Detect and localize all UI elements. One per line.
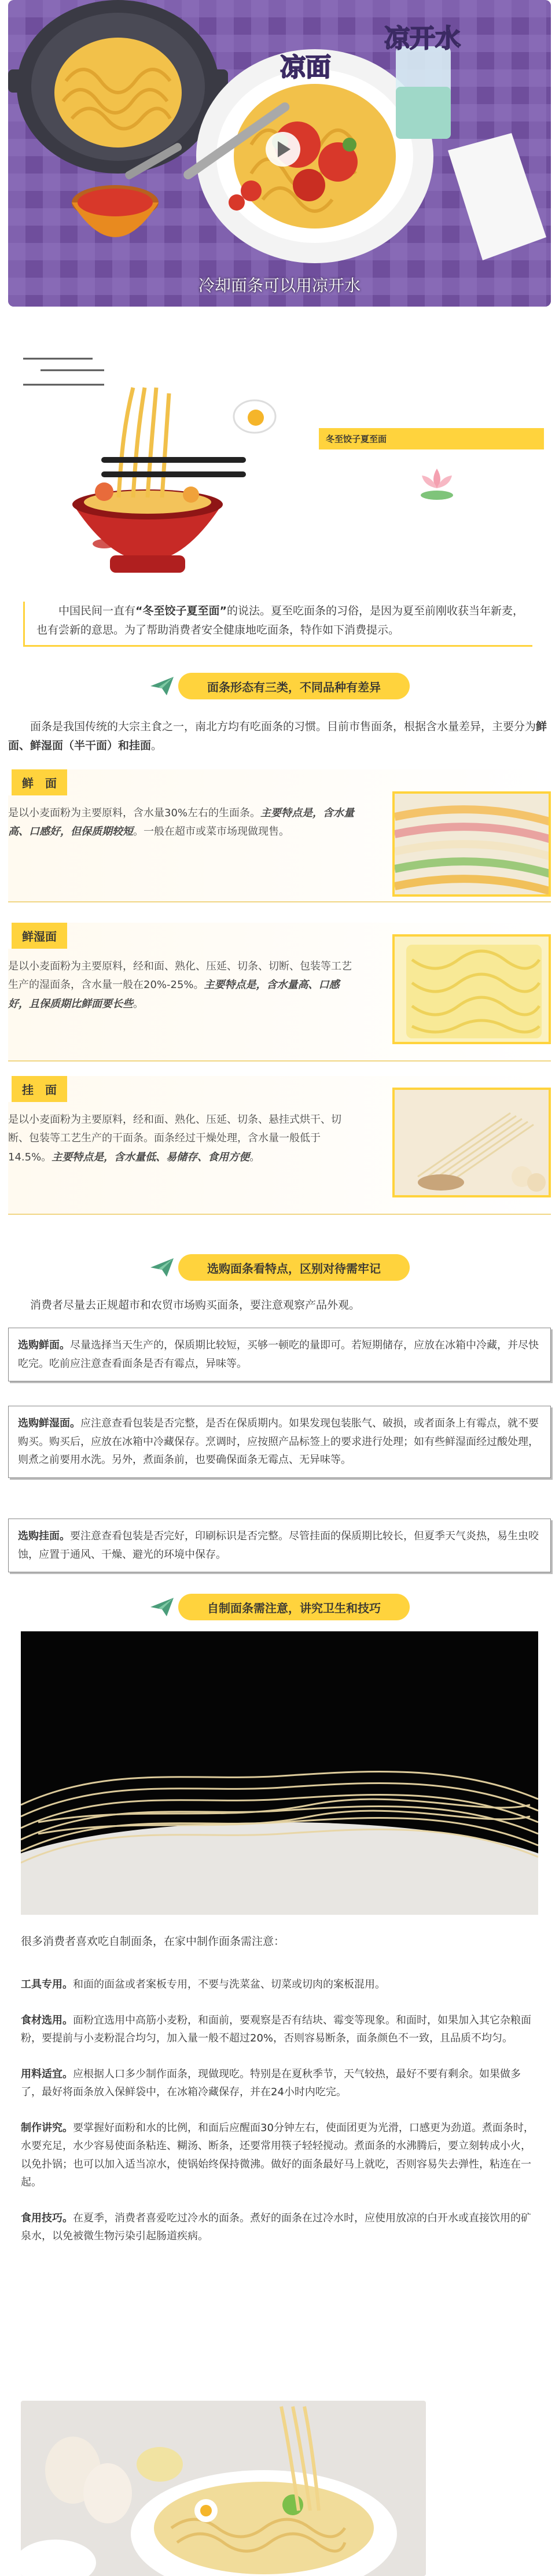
tip-box-dried-text: 要注意查看包装是否完好，印刷标识是否完整。尽管挂面的保质期比较长，但夏季天气炎热，易生虫咬蚀，应置于通风、干燥、避光的环境中保存。 — [18, 1530, 539, 1561]
type-desc-wet-post: 。 — [133, 997, 144, 1010]
type-tag-fresh: 鲜 面 — [8, 769, 67, 795]
para-making — [21, 2119, 538, 2192]
section3-paras — [21, 1976, 538, 2246]
type-desc-fresh-bold: 主要特点是，含水量高、口感好，但保质期较短 — [8, 807, 355, 838]
intro-text — [23, 602, 532, 647]
section2-header — [0, 1252, 559, 1283]
para-quantity-title: 用料适宜。 — [21, 2068, 73, 2080]
tip-box-wet — [8, 1406, 551, 1478]
para-eating-title: 食用技巧。 — [21, 2212, 73, 2224]
hero-label-water: 凉开水 — [384, 24, 461, 53]
section1-intro-post: 。 — [151, 739, 163, 753]
intro-text-pre: 中国民间一直有 — [58, 605, 136, 617]
type-desc-fresh — [8, 804, 355, 842]
paper-plane-icon — [149, 675, 175, 698]
section1-header — [0, 671, 559, 701]
type-desc-dried — [8, 1111, 355, 1167]
type-desc-fresh-post: 。一般在超市或菜市场现做现售。 — [133, 826, 289, 838]
para-ingredients-text: 面粉宜选用中高筋小麦粉，和面前，要观察是否有结块、霉变等现象。和面时，如果加入其它杂粮面粉，要提前与小麦粉混合均匀，加入量一般不超过20%，否则容易断条，面条颜色不一致，且品质不均匀。 — [21, 2014, 531, 2044]
section1-intro-bold: 鲜面、鲜湿面（半干面）和挂面 — [8, 720, 547, 753]
para-eating — [21, 2209, 538, 2246]
para-quantity-text: 应根据人口多少制作面条，现做现吃。特别是在夏秋季节，天气较热，最好不要有剩余。如果做多了，最好将面条放入保鲜袋中，在冰箱冷藏保存，并在24小时内吃完。 — [21, 2068, 521, 2098]
type-desc-wet-bold: 主要特点是，含水量高、口感好，且保质期比鲜面要长些 — [8, 979, 340, 1010]
tip-box-fresh — [8, 1328, 551, 1381]
type-desc-wet-pre: 是以小麦面粉为主要原料，经和面、熟化、压延、切条、切断、包装等工艺生产的湿面条，含水量一般在20%-25%。 — [8, 960, 352, 992]
divider — [8, 1214, 551, 1215]
para-making-text: 要掌握好面粉和水的比例，和面后应醒面30分钟左右，使面团更为光滑，口感更为劲道。煮面条时，水要充足，水少容易使面条粘连、糊汤、断条，还要常用筷子轻轻搅动。煮面条的水沸腾后，要立刻转成小火，以免扑锅；也可以加入适当凉水，使锅始终保持微沸。做好的面条最好马上就吃，否则容易失去弹性，粘连在一起。 — [21, 2121, 534, 2188]
para-tools-text: 和面的面盆或者案板专用，不要与洗菜盆、切菜或切肉的案板混用。 — [73, 1978, 385, 1991]
type-desc-wet — [8, 957, 355, 1014]
para-eating-text: 在夏季，消费者喜爱吃过冷水的面条。煮好的面条在过冷水时，应使用放凉的白开水或直接饮用的矿泉水，以免被微生物污染引起肠道疾病。 — [21, 2212, 531, 2242]
section3-intro: 很多消费者喜欢吃自制面条，在家中制作面条需注意： — [21, 1935, 285, 1948]
glass-icon — [396, 46, 451, 139]
intro-text-bold: “冬至饺子夏至面” — [135, 605, 227, 617]
type-desc-fresh-pre: 是以小麦面粉为主要原料，含水量30%左右的生面条。 — [8, 807, 261, 819]
tip-box-wet-title: 选购鲜湿面。 — [18, 1417, 80, 1429]
type-desc-dried-bold: 主要特点是，含水量低、易储存、食用方便 — [52, 1151, 250, 1163]
paper-plane-icon — [149, 1256, 175, 1279]
noodle-bowl-icon — [72, 388, 246, 573]
para-ingredients — [21, 2011, 538, 2048]
dried-noodle-photo — [392, 1088, 551, 1197]
noodle-bowl-artwork — [17, 353, 284, 596]
para-making-title: 制作讲究。 — [21, 2121, 73, 2134]
tip-box-dried-title: 选购挂面。 — [18, 1530, 70, 1542]
section1-intro-pre: 面条是我国传统的大宗主食之一，南北方均有吃面条的习惯。目前市售面条，根据含水量差异，主要分为 — [30, 720, 536, 733]
fresh-noodle-photo — [392, 791, 551, 897]
wet-noodle-photo — [392, 934, 551, 1044]
intro-text-post: 的说法。夏至吃面条的习俗，是因为夏至前刚收获当年新麦，也有尝新的意思。为了帮助消费者安全健康地吃面条，特作如下消费提示。 — [36, 605, 524, 637]
type-desc-dried-post: 。 — [249, 1151, 260, 1163]
intro-banner: 冬至饺子夏至面 — [315, 428, 544, 449]
hero-label-noodle: 凉面 — [280, 53, 331, 82]
divider — [8, 901, 551, 902]
tip-box-fresh-title: 选购鲜面。 — [18, 1339, 70, 1351]
paper-plane-icon — [149, 1595, 175, 1619]
tip-box-dried — [8, 1519, 551, 1572]
section1-intro — [8, 717, 551, 756]
type-tag-wet: 鲜湿面 — [8, 923, 67, 949]
type-card-dried — [8, 1076, 551, 1215]
play-icon — [266, 132, 300, 167]
intro-illustration — [17, 353, 284, 596]
type-card-fresh — [8, 769, 551, 902]
para-tools-title: 工具专用。 — [21, 1978, 73, 1991]
homemade-noodle-photo — [21, 1631, 538, 1915]
section3-header — [0, 1592, 559, 1622]
para-quantity — [21, 2065, 538, 2102]
divider — [8, 1060, 551, 1062]
hero-illustration — [8, 0, 551, 307]
tip-box-wet-text: 应注意查看包装是否完整，是否在保质期内。如果发现包装胀气、破损，或者面条上有霉点，就不要购买。购买后，应放在冰箱中冷藏保存。烹调时，应按照产品标签上的要求进行处理；如有些鲜湿面经过酸处理，则煮之前要用水洗。另外，煮面条前，也要确保面条无霉点、无异味等。 — [18, 1417, 539, 1466]
type-card-wet — [8, 923, 551, 1062]
section3-title: 自制面条需注意，讲究卫生和技巧 — [178, 1594, 410, 1620]
cold-noodle-photo — [21, 2401, 426, 2576]
hero-caption: 冷却面条可以用凉开水 — [198, 276, 361, 295]
section2-title: 选购面条看特点，区别对待需牢记 — [178, 1254, 410, 1281]
hero-artwork — [8, 0, 551, 307]
section1-title: 面条形态有三类，不同品种有差异 — [178, 673, 410, 699]
type-tag-dried: 挂 面 — [8, 1076, 67, 1102]
para-ingredients-title: 食材选用。 — [21, 2014, 73, 2026]
type-desc-dried-pre: 是以小麦面粉为主要原料，经和面、熟化、压延、切条、悬挂式烘干、切断、包装等工艺生产的干面条。面条经过干燥处理，含水量一般低于14.5%。 — [8, 1114, 341, 1163]
lotus-icon — [414, 457, 460, 503]
para-tools — [21, 1976, 538, 1994]
section2-intro: 消费者尽量去正规超市和农贸市场购买面条，要注意观察产品外观。 — [30, 1299, 361, 1311]
tip-box-fresh-text: 尽量选择当天生产的，保质期比较短，买够一顿吃的量即可。若短期储存，应放在冰箱中冷藏，并尽快吃完。吃前应注意查看面条是否有霉点，异味等。 — [18, 1339, 539, 1370]
